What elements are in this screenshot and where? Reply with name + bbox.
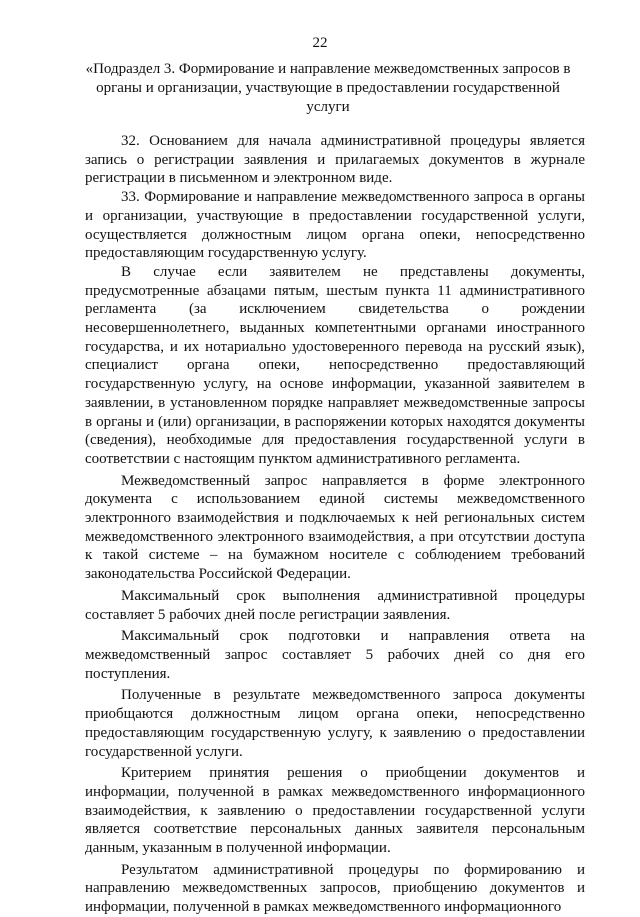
paragraph-max-term: Максимальный срок выполнения административной процедуры составляет 5 рабочих дней после регистрации заявления. <box>85 587 585 623</box>
section-heading: «Подраздел 3. Формирование и направление межведомственных запросов в органы и организации, участвующие в предоставлении государственной услуги <box>85 61 571 115</box>
body-text <box>85 132 585 917</box>
paragraph-response-term: Максимальный срок подготовки и направления ответа на межведомственный запрос составляет 5 рабочих дней со дня его поступления. <box>85 628 585 682</box>
paragraph-electronic-request: Межведомственный запрос направляется в форме электронного документа с использованием единой системы межведомственного электронного взаимодействия и подключаемых к ней региональных систем межведомственного электронного взаимодействия, а при отсутствии доступа к такой системе – на бумажном носителе с соблюдением требований законодательства Российской Федерации. <box>85 472 585 583</box>
paragraph-33: 33. Формирование и направление межведомственного запроса в органы и организации, участвующие в предоставлении государственной услуги, осуществляется должностным лицом органа опеки, непосредственно предоставляющим государственную услугу. <box>85 189 585 262</box>
paragraph-decision-criterion: Критерием принятия решения о приобщении документов и информации, полученной в рамках межведомственного информационного взаимодействия, к заявлению о предоставлении государственной услуги является соответствие персональных данных заявителя персональным данным, указанным в полученной информации. <box>85 765 585 857</box>
paragraph-missing-documents: В случае если заявителем не представлены документы, предусмотренные абзацами пятым, шестым пункта 11 административного регламента (за исключением свидетельства о рождении несовершеннолетнего, выданных компетентными органами иностранного государства, и их нотариально удостоверенного перевода на русский язык), специалист органа опеки, непосредственно предоставляющий государственную услугу, на основе информации, указанной заявителем в заявлении, в установленном порядке направляет межведомственные запросы в органы и (или) организации, в распоряжении которых находятся документы (сведения), необходимые для предоставления государственной услуги в соответствии с настоящим пунктом административного регламента. <box>85 263 585 467</box>
paragraph-32: 32. Основанием для начала административной процедуры является запись о регистрации заявления и прилагаемых документов в журнале регистрации в письменном и электронном виде. <box>85 133 585 187</box>
paragraph-received-documents: Полученные в результате межведомственного запроса документы приобщаются должностным лицом органа опеки, непосредственно предоставляющим государственную услугу, к заявлению о предоставлении государственной услуги. <box>85 687 585 760</box>
paragraph-result: Результатом административной процедуры по формированию и направлению межведомственных запросов, приобщению документов и информации, полученной в рамках межведомственного информационного <box>85 861 585 916</box>
page-number: 22 <box>312 35 328 51</box>
